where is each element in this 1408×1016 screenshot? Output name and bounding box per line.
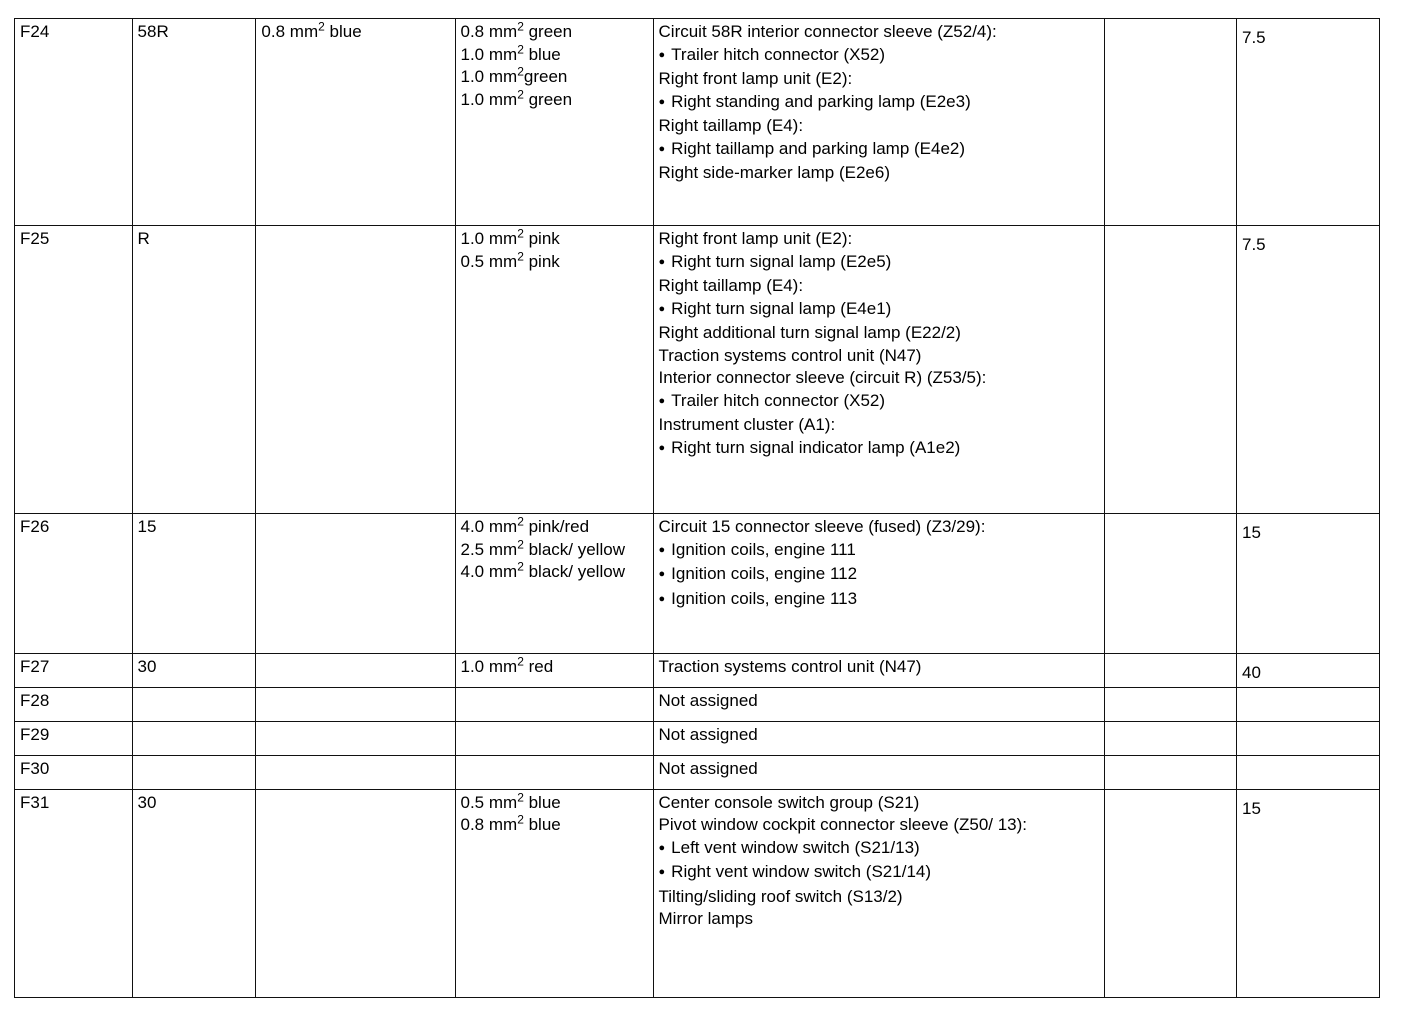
wire-size: 4.0 mm	[460, 562, 518, 581]
consumer-item: Not assigned	[658, 758, 758, 778]
circuit-cell	[132, 654, 256, 688]
amperage-value	[1242, 724, 1374, 730]
wire-unit-exponent: 2	[517, 41, 524, 56]
wire-out-spec	[460, 789, 648, 815]
wire-out-spec	[461, 21, 648, 44]
fuse-number: F31	[20, 792, 50, 812]
wire-in-cell	[256, 755, 455, 789]
wire-in-cell	[256, 687, 455, 721]
wires-out-cell	[455, 755, 653, 789]
wire-out-spec	[461, 228, 648, 251]
amperage-cell	[1236, 755, 1379, 789]
wire-out-spec	[461, 656, 648, 679]
wire-unit-exponent: 2	[517, 789, 524, 804]
amperage-value: 40	[1241, 663, 1261, 682]
wire-in-cell	[256, 514, 455, 654]
wire-color: green	[523, 89, 573, 109]
circuit-cell	[132, 514, 256, 654]
fuse-table-body	[15, 19, 1380, 998]
consumer-item: Not assigned	[658, 724, 758, 744]
wire-in-cell	[256, 789, 455, 997]
wire-size: 0.8 mm	[261, 22, 319, 41]
circuit-cell	[132, 755, 256, 789]
wire-in-cell	[256, 654, 455, 688]
wire-color: green	[523, 22, 573, 41]
amperage-value	[1242, 690, 1374, 696]
fuse-row	[15, 755, 1380, 789]
consumer-item: Right additional turn signal lamp (E22/2)	[658, 323, 961, 342]
consumer-item: Instrument cluster (A1):	[658, 415, 836, 434]
circuit-number: 15	[137, 517, 157, 536]
consumer-bullet-item: ● Ignition coils, engine 113	[659, 588, 1099, 613]
fuse-row	[15, 654, 1380, 688]
consumer-bullet-item: ● Trailer hitch connector (X52)	[659, 44, 1099, 69]
wire-unit-exponent: 2	[318, 19, 325, 34]
consumer-item: Right taillamp (E4):	[658, 276, 804, 295]
wire-unit-exponent: 2	[517, 248, 524, 263]
wires-out-cell	[455, 654, 653, 688]
wire-out-spec	[460, 248, 648, 274]
consumer-bullet-item: ● Right standing and parking lamp (E2e3)	[659, 91, 1099, 116]
wire-color: black/ yellow	[523, 562, 625, 581]
fuse-cell	[15, 19, 133, 226]
consumer-item: Right front lamp unit (E2):	[658, 229, 853, 248]
wires-out-cell	[455, 514, 653, 654]
consumer-item: Pivot window cockpit connector sleeve (Z50/ 13):	[658, 815, 1028, 834]
consumer-bullet-item: ● Right taillamp and parking lamp (E4e2)	[659, 138, 1099, 163]
fuse-number: F28	[20, 690, 50, 710]
consumers-cell	[653, 514, 1104, 654]
wires-out-cell	[455, 687, 653, 721]
circuit-number: R	[137, 229, 150, 248]
fuse-cell	[15, 789, 133, 997]
fuse-cell	[15, 514, 133, 654]
consumer-item: Interior connector sleeve (circuit R) (Z53/5):	[658, 368, 987, 387]
amperage-cell	[1236, 654, 1379, 688]
consumers-cell	[653, 755, 1104, 789]
consumers-cell	[653, 654, 1104, 688]
blank-cell	[1104, 514, 1236, 654]
wire-size: 0.5 mm	[460, 792, 518, 812]
fuse-number: F25	[20, 229, 50, 248]
wire-unit-exponent: 2	[517, 536, 524, 551]
amperage-value	[1242, 758, 1374, 764]
wire-in-cell	[256, 721, 455, 755]
circuit-cell	[132, 226, 256, 514]
fuse-row	[15, 19, 1380, 226]
wire-out-spec	[460, 536, 648, 562]
consumer-item: Right side-marker lamp (E2e6)	[658, 163, 890, 182]
circuit-cell	[132, 19, 256, 226]
consumer-item: Right taillamp (E4):	[658, 116, 804, 135]
fuse-cell	[15, 721, 133, 755]
consumers-cell	[653, 789, 1104, 997]
wire-color: pink/red	[523, 517, 590, 536]
wires-out-cell	[455, 721, 653, 755]
wire-color: pink	[523, 229, 560, 248]
consumer-bullet-item: ● Left vent window switch (S21/13)	[659, 837, 1099, 862]
circuit-number: 58R	[137, 22, 169, 41]
fuse-row	[15, 721, 1380, 755]
consumer-item: Traction systems control unit (N47)	[658, 657, 922, 676]
blank-cell	[1104, 19, 1236, 226]
wires-out-cell	[455, 789, 653, 997]
amperage-value: 7.5	[1241, 235, 1266, 254]
circuit-number: 30	[137, 792, 157, 812]
amperage-cell	[1236, 226, 1379, 514]
consumer-item: Mirror lamps	[658, 909, 753, 928]
consumers-cell	[653, 19, 1104, 226]
fuse-cell	[15, 687, 133, 721]
circuit-cell	[132, 789, 256, 997]
blank-cell	[1104, 721, 1236, 755]
consumer-item: Right front lamp unit (E2):	[658, 69, 853, 88]
consumer-item: Circuit 15 connector sleeve (fused) (Z3/29):	[658, 517, 986, 536]
wire-out-spec	[461, 66, 648, 89]
fuse-cell	[15, 226, 133, 514]
wire-in-spec	[261, 21, 449, 44]
amperage-cell	[1236, 514, 1379, 654]
consumers-cell	[653, 721, 1104, 755]
wire-size: 1.0 mm	[460, 89, 518, 109]
consumer-bullet-item: ● Right turn signal lamp (E2e5)	[659, 251, 1099, 276]
wire-out-spec	[461, 561, 648, 584]
wire-size: 1.0 mm	[460, 229, 518, 248]
fuse-number: F29	[20, 724, 50, 744]
wire-size: 0.8 mm	[460, 815, 518, 834]
wire-size: 1.0 mm	[460, 67, 518, 86]
consumer-bullet-item: ● Right vent window switch (S21/14)	[659, 861, 1099, 886]
consumer-bullet-item: ● Right turn signal indicator lamp (A1e2)	[659, 437, 1099, 462]
wire-size: 2.5 mm	[460, 539, 518, 559]
consumers-cell	[653, 226, 1104, 514]
fuse-cell	[15, 755, 133, 789]
wire-color: blue	[523, 44, 561, 64]
consumer-item: Tilting/sliding roof switch (S13/2)	[658, 886, 903, 906]
wire-unit-exponent: 2	[517, 654, 524, 669]
fuse-number: F26	[20, 517, 50, 536]
wire-size: 0.5 mm	[460, 251, 518, 271]
wire-unit-exponent: 2	[517, 812, 524, 827]
amperage-cell	[1236, 789, 1379, 997]
fuse-cell	[15, 654, 133, 688]
wire-unit-exponent: 2	[517, 226, 524, 241]
consumer-item: Center console switch group (S21)	[658, 792, 920, 812]
amperage-value: 15	[1241, 523, 1261, 542]
consumer-item: Traction systems control unit (N47)	[658, 345, 922, 365]
consumer-item: Circuit 58R interior connector sleeve (Z52/4):	[658, 22, 997, 41]
wire-unit-exponent: 2	[517, 559, 524, 574]
wire-out-spec	[460, 86, 648, 112]
amperage-value: 15	[1241, 798, 1261, 818]
wires-out-cell	[455, 226, 653, 514]
wire-out-spec	[460, 41, 648, 67]
wire-color: blue	[523, 815, 561, 834]
fuse-table	[14, 18, 1380, 998]
amperage-cell	[1236, 721, 1379, 755]
wire-size: 0.8 mm	[460, 22, 518, 41]
wire-size: 1.0 mm	[460, 44, 518, 64]
amperage-value: 7.5	[1241, 28, 1266, 47]
wire-in-cell	[256, 226, 455, 514]
fuse-table-page	[14, 18, 1380, 998]
wire-color: blue	[523, 792, 561, 812]
consumer-bullet-item: ● Ignition coils, engine 112	[659, 563, 1099, 588]
wire-color: green	[523, 67, 568, 86]
circuit-cell	[132, 687, 256, 721]
circuit-number: 30	[137, 657, 157, 676]
circuit-cell	[132, 721, 256, 755]
wire-unit-exponent: 2	[517, 514, 524, 529]
consumer-bullet-item: ● Right turn signal lamp (E4e1)	[659, 298, 1099, 323]
blank-cell	[1104, 226, 1236, 514]
wire-unit-exponent: 2	[517, 19, 524, 34]
wire-out-spec	[461, 814, 648, 837]
wire-out-spec	[461, 516, 648, 539]
fuse-row	[15, 226, 1380, 514]
amperage-cell	[1236, 19, 1379, 226]
fuse-number: F30	[20, 758, 50, 778]
wire-color: pink	[523, 251, 560, 271]
wire-color: red	[523, 657, 554, 676]
consumer-bullet-item: ● Ignition coils, engine 111	[659, 539, 1099, 564]
wire-unit-exponent: 2	[517, 86, 524, 101]
consumer-bullet-item: ● Trailer hitch connector (X52)	[659, 390, 1099, 415]
blank-cell	[1104, 789, 1236, 997]
consumer-item: Not assigned	[658, 690, 758, 710]
wire-color: black/ yellow	[523, 539, 625, 559]
wire-unit-exponent: 2	[517, 64, 524, 79]
fuse-row	[15, 687, 1380, 721]
wire-size: 1.0 mm	[460, 657, 518, 676]
consumers-cell	[653, 687, 1104, 721]
wires-out-cell	[455, 19, 653, 226]
blank-cell	[1104, 654, 1236, 688]
fuse-number: F27	[20, 657, 50, 676]
blank-cell	[1104, 755, 1236, 789]
amperage-cell	[1236, 687, 1379, 721]
fuse-row	[15, 789, 1380, 997]
fuse-number: F24	[20, 22, 50, 41]
fuse-row	[15, 514, 1380, 654]
wire-in-cell	[256, 19, 455, 226]
wire-color: blue	[324, 22, 362, 41]
blank-cell	[1104, 687, 1236, 721]
wire-size: 4.0 mm	[460, 517, 518, 536]
